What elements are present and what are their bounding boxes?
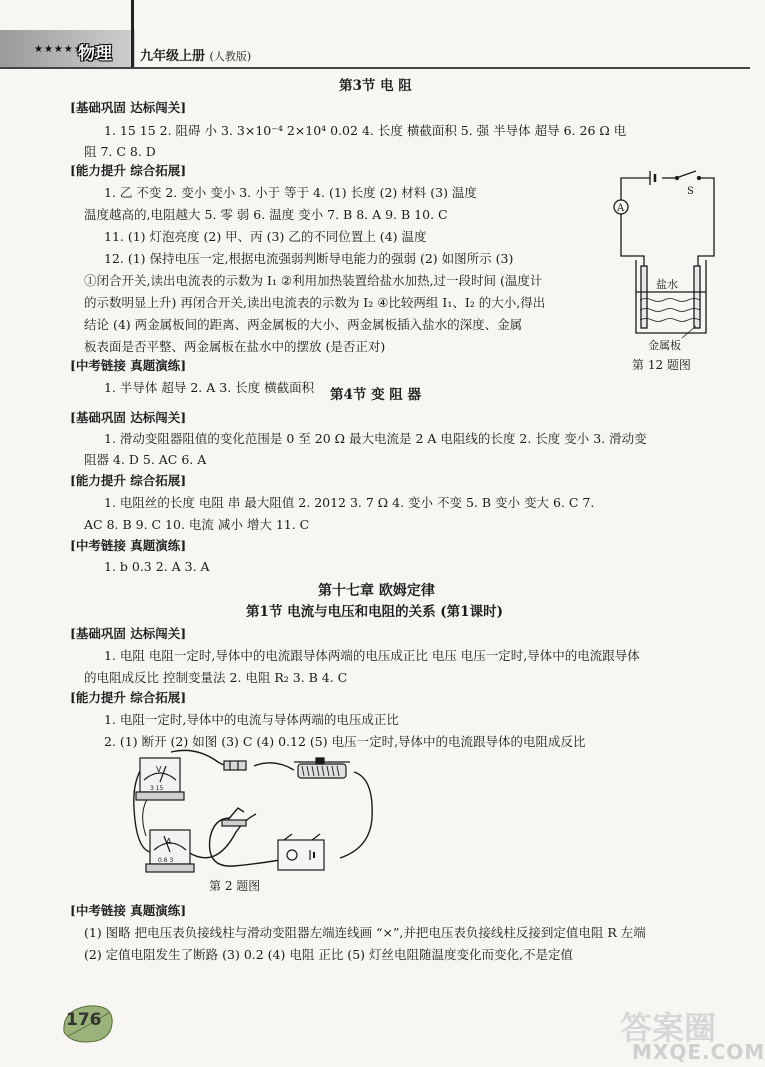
voltmeter-scale: 3 15 <box>150 785 164 792</box>
ch17-basic-label: [基础巩固 达标闯关] <box>70 626 187 641</box>
s3-basic-line-1: 1. 15 15 2. 阻碍 小 3. 3×10⁻⁴ 2×10⁴ 0.02 4. 长度 横截面积 5. 强 半导体 超导 6. 26 Ω 电 <box>104 123 627 138</box>
figure-12-caption: 第 12 题图 <box>632 358 691 372</box>
header-stars: ★★★★★ <box>34 44 84 55</box>
chapter-17-title: 第十七章 欧姆定律 <box>318 583 435 599</box>
resistor-body <box>224 761 246 770</box>
s4-adv-line-2: AC 8. B 9. C 10. 电流 减小 增大 11. C <box>84 517 310 532</box>
section-3-title: 第3节 电 阻 <box>339 78 412 94</box>
s4-basic-line-2: 阻器 4. D 5. AC 6. A <box>84 452 207 467</box>
ch17-basic-line-1: 1. 电阻 电阻一定时,导体中的电流跟导体两端的电压成正比 电压 电压一定时,导体中的电流跟导体 <box>104 648 640 663</box>
metal-plate-label: 金属板 <box>648 339 681 352</box>
section-4-title: 第4节 变 阻 器 <box>330 387 421 403</box>
ch17-adv-line-2: 2. (1) 断开 (2) 如图 (3) C (4) 0.12 (5) 电压一定时,导体中的电流跟导体的电阻成反比 <box>104 734 586 749</box>
header-rule <box>0 67 750 69</box>
grade-text: 九年级上册 <box>140 49 206 64</box>
figure-2-caption: 第 2 题图 <box>209 879 261 893</box>
voltmeter-label: V <box>156 765 162 774</box>
salt-water-label: 盐水 <box>656 278 678 291</box>
s4-adv-line-1: 1. 电阻丝的长度 电阻 串 最大阻值 2. 2012 3. 7 Ω 4. 变小 不变 5. B 变小 变大 6. C 7. <box>104 495 595 510</box>
s3-adv-line-1: 1. 乙 不变 2. 变小 变小 3. 小于 等于 4. (1) 长度 (2) 材料 (3) 温度 <box>104 185 477 200</box>
ch17-mid-label: [中考链接 真题演练] <box>70 903 187 918</box>
s3-adv-line-4: 12. (1) 保持电压一定,根据电流强弱判断导电能力的强弱 (2) 如图所示 (3) <box>104 251 514 266</box>
s3-adv-line-3: 11. (1) 灯泡亮度 (2) 甲、丙 (3) 乙的不同位置上 (4) 温度 <box>104 229 427 244</box>
figure-12-circuit <box>606 168 718 353</box>
s3-basic-label: [基础巩固 达标闯关] <box>70 100 187 115</box>
s3-basic-line-2: 阻 7. C 8. D <box>84 144 156 159</box>
header-divider <box>131 0 134 68</box>
s3-adv-line-2: 温度越高的,电阻越大 5. 零 弱 6. 温度 变小 7. B 8. A 9. B 10. C <box>84 207 448 222</box>
s4-basic-line-1: 1. 滑动变阻器阻值的变化范围是 0 至 20 Ω 最大电流是 2 A 电阻线的长度 2. 长度 变小 3. 滑动变 <box>104 431 647 446</box>
header-subject: 物理 <box>78 44 112 64</box>
s4-basic-label: [基础巩固 达标闯关] <box>70 410 187 425</box>
switch-label: S <box>687 186 694 197</box>
s4-mid-label: [中考链接 真题演练] <box>70 538 187 553</box>
s3-mid-label: [中考链接 真题演练] <box>70 358 187 373</box>
ch17-adv-label: [能力提升 综合拓展] <box>70 690 187 705</box>
ch17-mid-line-2: (2) 定值电阻发生了断路 (3) 0.2 (4) 电阻 正比 (5) 灯丝电阻随温度变化而变化,不是定值 <box>84 947 573 962</box>
ammeter-scale: 0.6 3 <box>158 857 174 864</box>
s3-adv-label: [能力提升 综合拓展] <box>70 163 187 178</box>
ch17-adv-line-1: 1. 电阻一定时,导体中的电流与导体两端的电压成正比 <box>104 712 399 727</box>
watermark-text: MXQE.COM <box>632 1040 765 1064</box>
voltmeter-base <box>136 792 184 800</box>
switch-base <box>222 820 246 826</box>
figure-2-circuit <box>126 748 392 880</box>
s3-adv-line-8: 板表面是否平整、两金属板在盐水中的摆放 (是否正对) <box>84 339 386 354</box>
header-grade <box>140 45 251 64</box>
ch17-mid-line-1: (1) 图略 把电压表负接线柱与滑动变阻器左端连线画 “×”,并把电压表负接线柱反接到定值电阻 R 左端 <box>84 925 646 940</box>
s3-adv-line-7: 结论 (4) 两金属板间的距离、两金属板的大小、两金属板插入盐水的深度、金属 <box>84 317 523 332</box>
ammeter-base <box>146 864 194 872</box>
ch17-basic-line-2: 的电阻成反比 控制变量法 2. 电阻 R₂ 3. B 4. C <box>84 670 348 685</box>
s4-adv-label: [能力提升 综合拓展] <box>70 473 187 488</box>
s3-mid-line-1: 1. 半导体 超导 2. A 3. 长度 横截面积 <box>104 380 315 395</box>
battery-box <box>278 840 324 870</box>
s3-adv-line-5: ①闭合开关,读出电流表的示数为 I₁ ②利用加热装置给盐水加热,过一段时间 (温度计 <box>84 273 543 288</box>
watermark-logo: 答案圈 <box>620 1009 717 1047</box>
ammeter-label: A <box>166 837 172 846</box>
page-header <box>0 0 750 70</box>
ch17-section-1-title: 第1节 电流与电压和电阻的关系 (第1课时) <box>246 604 503 620</box>
s3-adv-line-6: 的示数明显上升) 再闭合开关,读出电流表的示数为 I₂ ④比较两组 I₁、I₂ 的大小,得出 <box>84 295 546 310</box>
edition-text: (人教版) <box>209 50 252 63</box>
ammeter-label: A <box>617 203 625 214</box>
page-number: 176 <box>66 1010 102 1030</box>
s4-mid-line-1: 1. b 0.3 2. A 3. A <box>104 559 210 574</box>
